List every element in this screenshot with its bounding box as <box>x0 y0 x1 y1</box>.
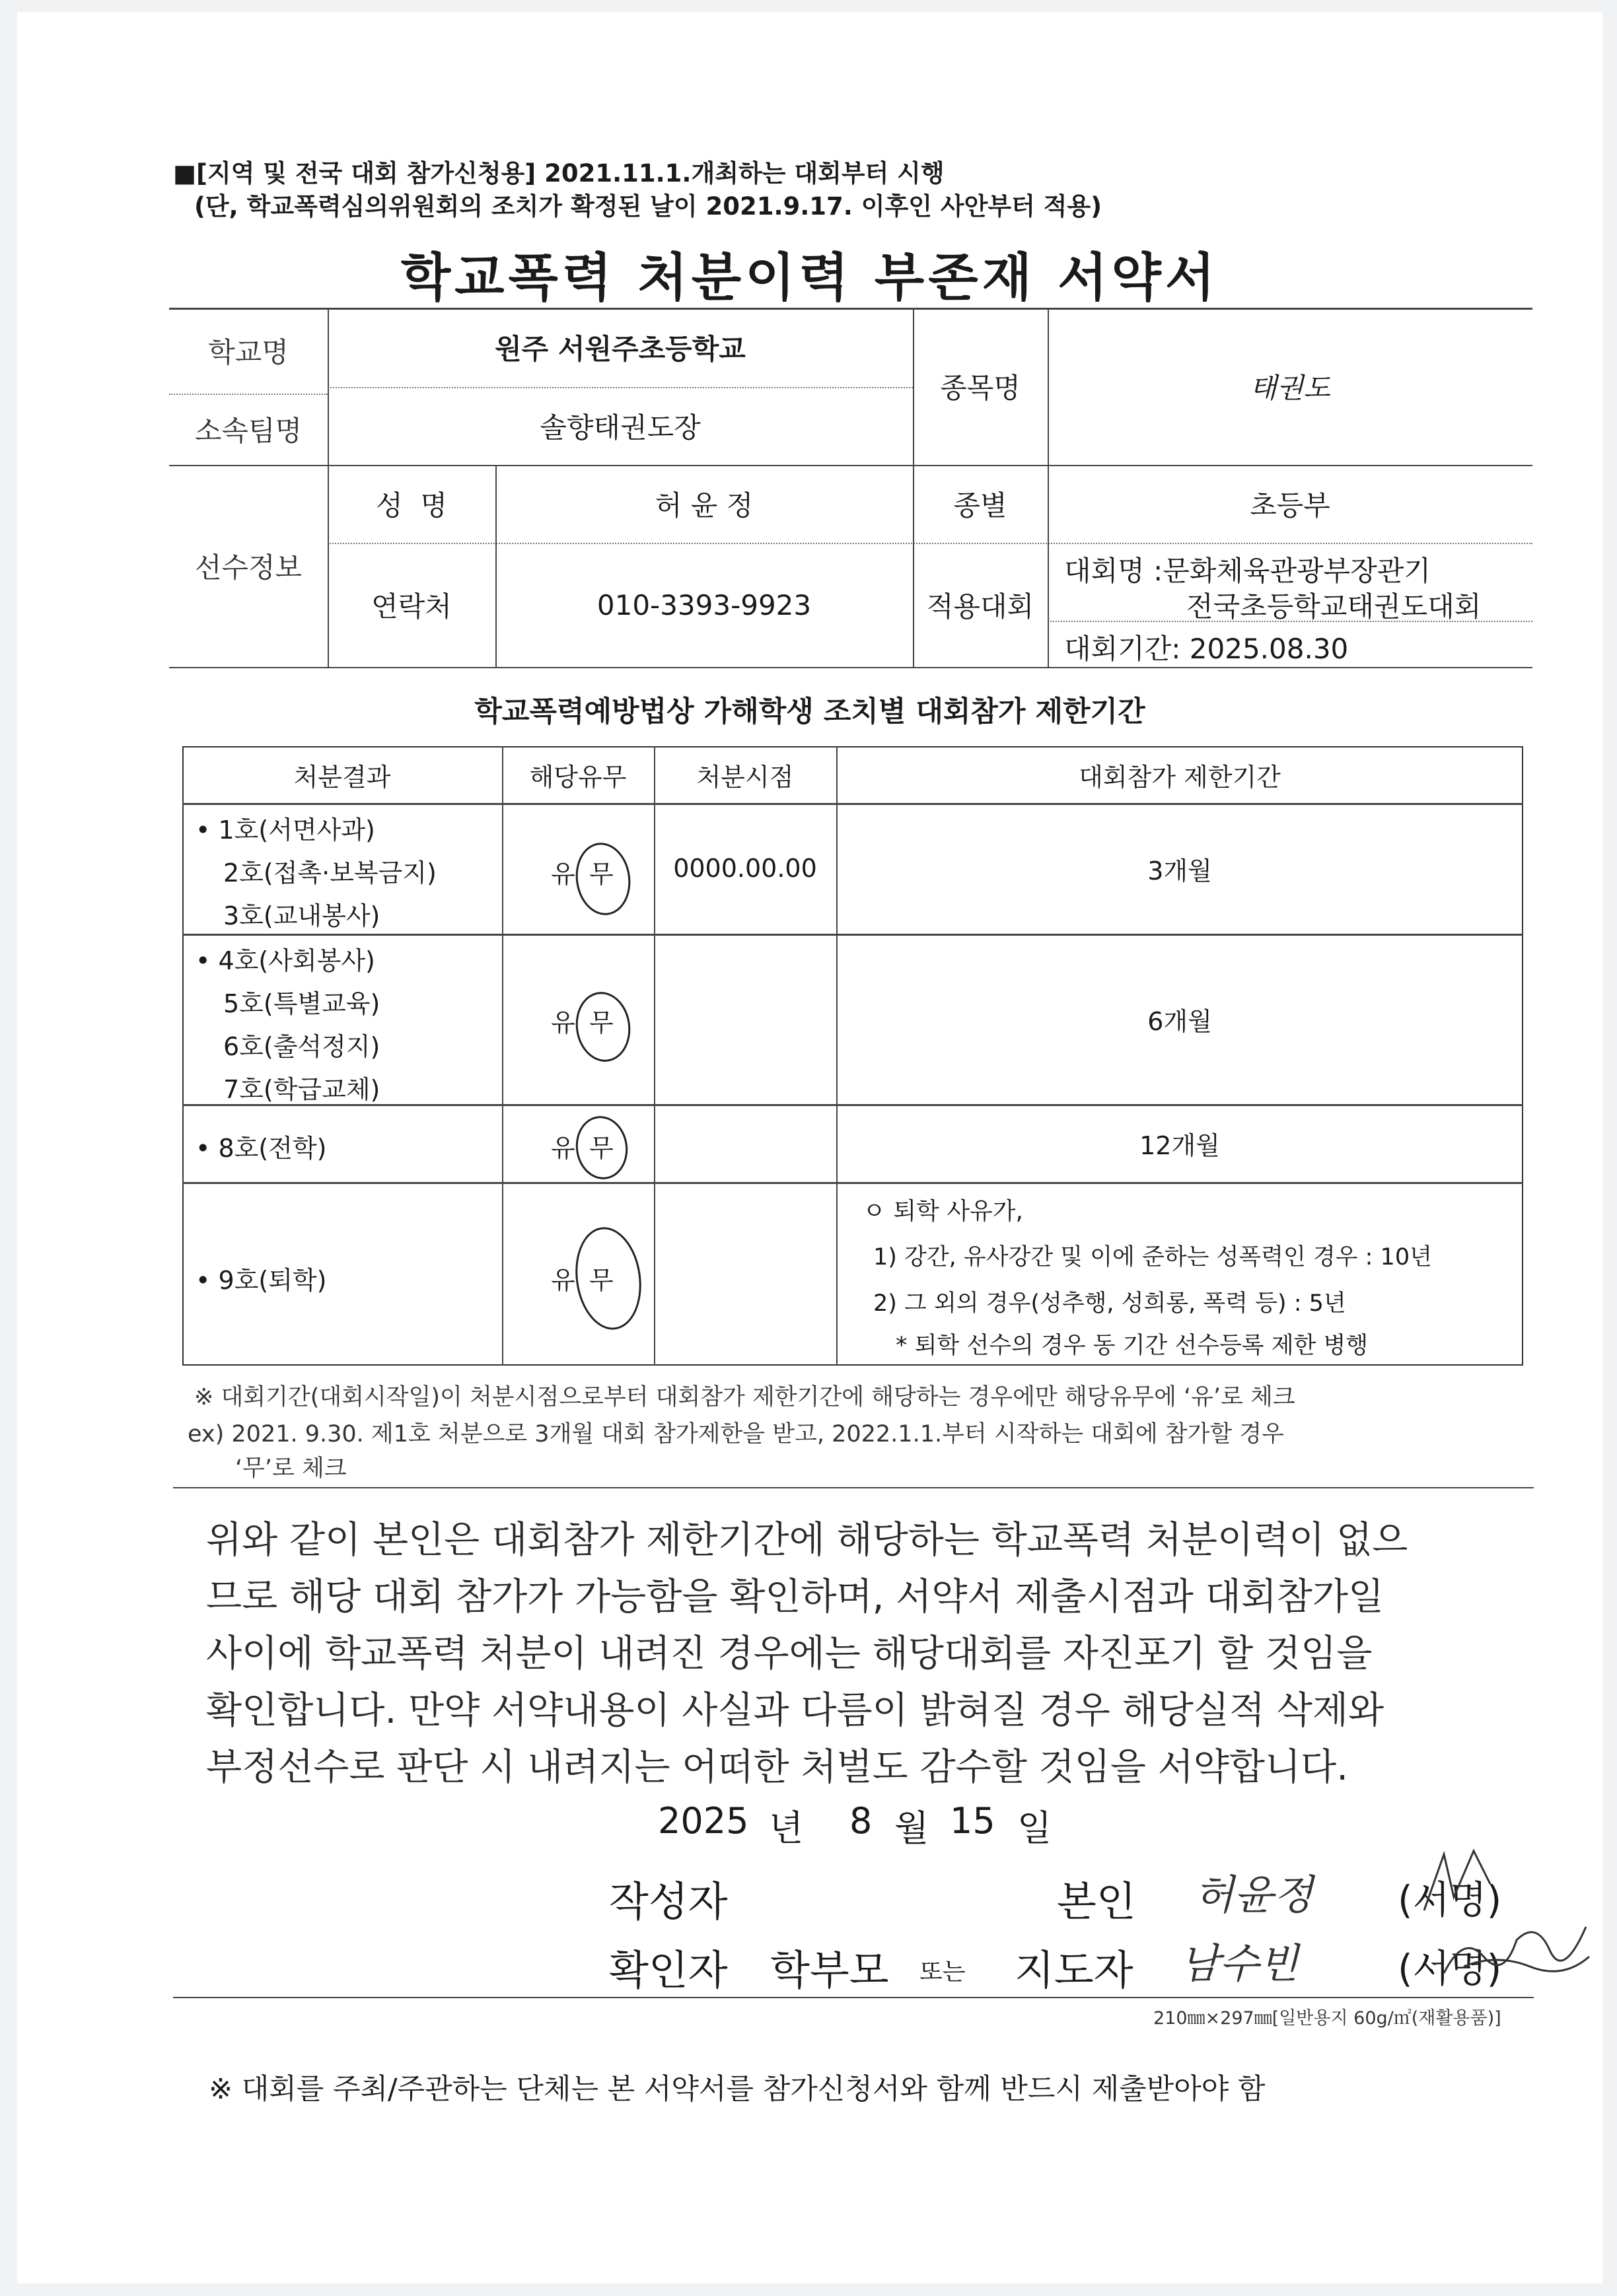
date-year-unit: 년 <box>769 1807 804 1849</box>
header-applicable: 해당유무 <box>529 762 627 792</box>
row1-item: 2호(접촉·보복금지) <box>223 858 437 887</box>
event-value: 태권도 <box>1250 372 1330 404</box>
date-month-unit: 월 <box>894 1807 929 1849</box>
team-value: 솔향태권도장 <box>540 411 701 444</box>
parent-label: 학부모 <box>770 1946 889 1994</box>
division-value: 초등부 <box>1250 489 1330 522</box>
division-label: 종별 <box>953 489 1007 522</box>
row4-period-line: * 퇴학 선수의 경우 동 기간 선수등록 제한 병행 <box>896 1333 1369 1359</box>
row3-no: 무 <box>589 1134 614 1163</box>
pledge-line: 므로 해당 대회 참가가 가능함을 확인하며, 서약서 제출시점과 대회참가일 <box>206 1576 1384 1618</box>
note-line2: ex) 2021. 9.30. 제1호 처분으로 3개월 대회 참가제한을 받고, 2022.1.1.부터 시작하는 대회에 참가할 경우 <box>188 1421 1284 1447</box>
row1-date: 0000.00.00 <box>673 854 817 883</box>
row2-item: 5호(특별교육) <box>223 989 380 1018</box>
row3-yes: 유 <box>551 1134 575 1163</box>
date-month: 8 <box>849 1800 873 1842</box>
restriction-divider <box>182 1182 1523 1184</box>
contact-label: 연락처 <box>371 590 452 623</box>
writer-label: 작성자 <box>609 1877 728 1926</box>
info-divider <box>169 667 1532 668</box>
restriction-divider <box>502 746 503 1366</box>
player-info-label: 선수정보 <box>194 551 303 584</box>
team-label: 소속팀명 <box>194 415 303 447</box>
row3-period: 12개월 <box>1139 1131 1220 1160</box>
row2-no: 무 <box>589 1008 614 1037</box>
row2-date <box>654 934 836 1104</box>
row2-item: 7호(학급교체) <box>223 1075 380 1104</box>
coach-sign-mark: (서명) <box>1398 1946 1502 1991</box>
scribble-signature-icon <box>1418 1844 1497 1917</box>
note-line3: ‘무’로 체크 <box>235 1455 347 1482</box>
row4-period-line: 2) 그 외의 경우(성추행, 성희롱, 폭력 등) : 5년 <box>873 1290 1346 1317</box>
confirmer-label: 확인자 <box>609 1946 728 1994</box>
competition-label: 적용대회 <box>926 590 1034 623</box>
date-day: 15 <box>950 1800 995 1842</box>
restriction-subtitle: 학교폭력예방법상 가해학생 조치별 대회참가 제한기간 <box>474 695 1145 728</box>
event-label: 종목명 <box>940 372 1021 404</box>
name-value: 허 윤 정 <box>655 489 754 522</box>
row4-no: 무 <box>589 1266 614 1295</box>
self-label: 본인 <box>1057 1877 1136 1926</box>
or-label: 또는 <box>919 1959 966 1986</box>
pledge-line: 위와 같이 본인은 대회참가 제한기간에 해당하는 학교폭력 처분이력이 없으 <box>206 1519 1408 1562</box>
row2-item: • 4호(사회봉사) <box>196 946 375 975</box>
competition-name-line2: 전국초등학교태권도대회 <box>1186 590 1482 623</box>
header-result: 처분결과 <box>293 762 391 792</box>
document-page <box>17 12 1602 2283</box>
pledge-line: 확인합니다. 만약 서약내용이 사실과 다름이 밝혀질 경우 해당실적 삭제와 <box>206 1689 1384 1732</box>
school-value: 원주 서원주초등학교 <box>495 333 746 365</box>
row2-yes: 유 <box>551 1008 575 1037</box>
footer-divider <box>173 1997 1534 1998</box>
date-year: 2025 <box>658 1800 749 1842</box>
header-date: 처분시점 <box>696 762 794 792</box>
row1-item: • 1호(서면사과) <box>196 816 375 845</box>
school-label: 학교명 <box>208 336 289 368</box>
competition-period: 대회기간: 2025.08.30 <box>1064 633 1349 665</box>
name-label: 성 명 <box>376 489 447 522</box>
paper-spec: 210㎜×297㎜[일반용지 60g/㎡(재활용품)] <box>1153 2008 1501 2029</box>
header-period: 대회참가 제한기간 <box>1079 762 1281 792</box>
row2-item: 6호(출석정지) <box>223 1032 380 1061</box>
coach-handwritten-signature: 남수빈 <box>1180 1939 1299 1988</box>
pledge-line: 부정선수로 판단 시 내려지는 어떠한 처벌도 감수할 것임을 서약합니다. <box>206 1746 1348 1789</box>
date-day-unit: 일 <box>1017 1807 1052 1849</box>
row1-no: 무 <box>589 860 614 889</box>
row1-yes: 유 <box>551 860 575 889</box>
notes-divider <box>173 1487 1534 1488</box>
row3-date <box>654 1104 836 1182</box>
row1-item: 3호(교내봉사) <box>223 901 380 930</box>
note-line1: ※ 대회기간(대회시작일)이 처분시점으로부터 대회참가 제한기간에 해당하는 경우에만 해당유무에 ‘유’로 체크 <box>194 1384 1295 1410</box>
coach-label: 지도자 <box>1015 1946 1133 1994</box>
row3-item: • 8호(전학) <box>196 1134 327 1163</box>
row4-yes: 유 <box>551 1266 575 1295</box>
competition-name-line1: 대회명 :문화체육관광부장관기 <box>1064 555 1431 587</box>
row4-period-line: 1) 강간, 유사강간 및 이에 준하는 성폭력인 경우 : 10년 <box>873 1244 1432 1270</box>
footer-note: ※ 대회를 주최/주관하는 단체는 본 서약서를 참가신청서와 함께 반드시 제출받아야 함 <box>209 2073 1266 2106</box>
row4-item: • 9호(퇴학) <box>196 1266 327 1295</box>
header-line1: ■[지역 및 전국 대회 참가신청용] 2021.11.1.개최하는 대회부터 시행 <box>173 159 945 188</box>
self-sign-mark: (서명) <box>1398 1877 1502 1922</box>
pledge-line: 사이에 학교폭력 처분이 내려진 경우에는 해당대회를 자진포기 할 것임을 <box>206 1632 1373 1675</box>
row1-period: 3개월 <box>1147 856 1212 886</box>
row4-date <box>654 1182 836 1366</box>
header-line2: (단, 학교폭력심의위원회의 조치가 확정된 날이 2021.9.17. 이후인 사안부터 적용) <box>194 192 1102 221</box>
contact-value: 010-3393-9923 <box>596 588 812 621</box>
row4-period-line: ㅇ 퇴학 사유가, <box>863 1198 1023 1225</box>
document-title: 학교폭력 처분이력 부존재 서약서 <box>400 248 1219 308</box>
row2-period: 6개월 <box>1147 1006 1212 1036</box>
self-handwritten-signature: 허윤정 <box>1194 1871 1313 1919</box>
